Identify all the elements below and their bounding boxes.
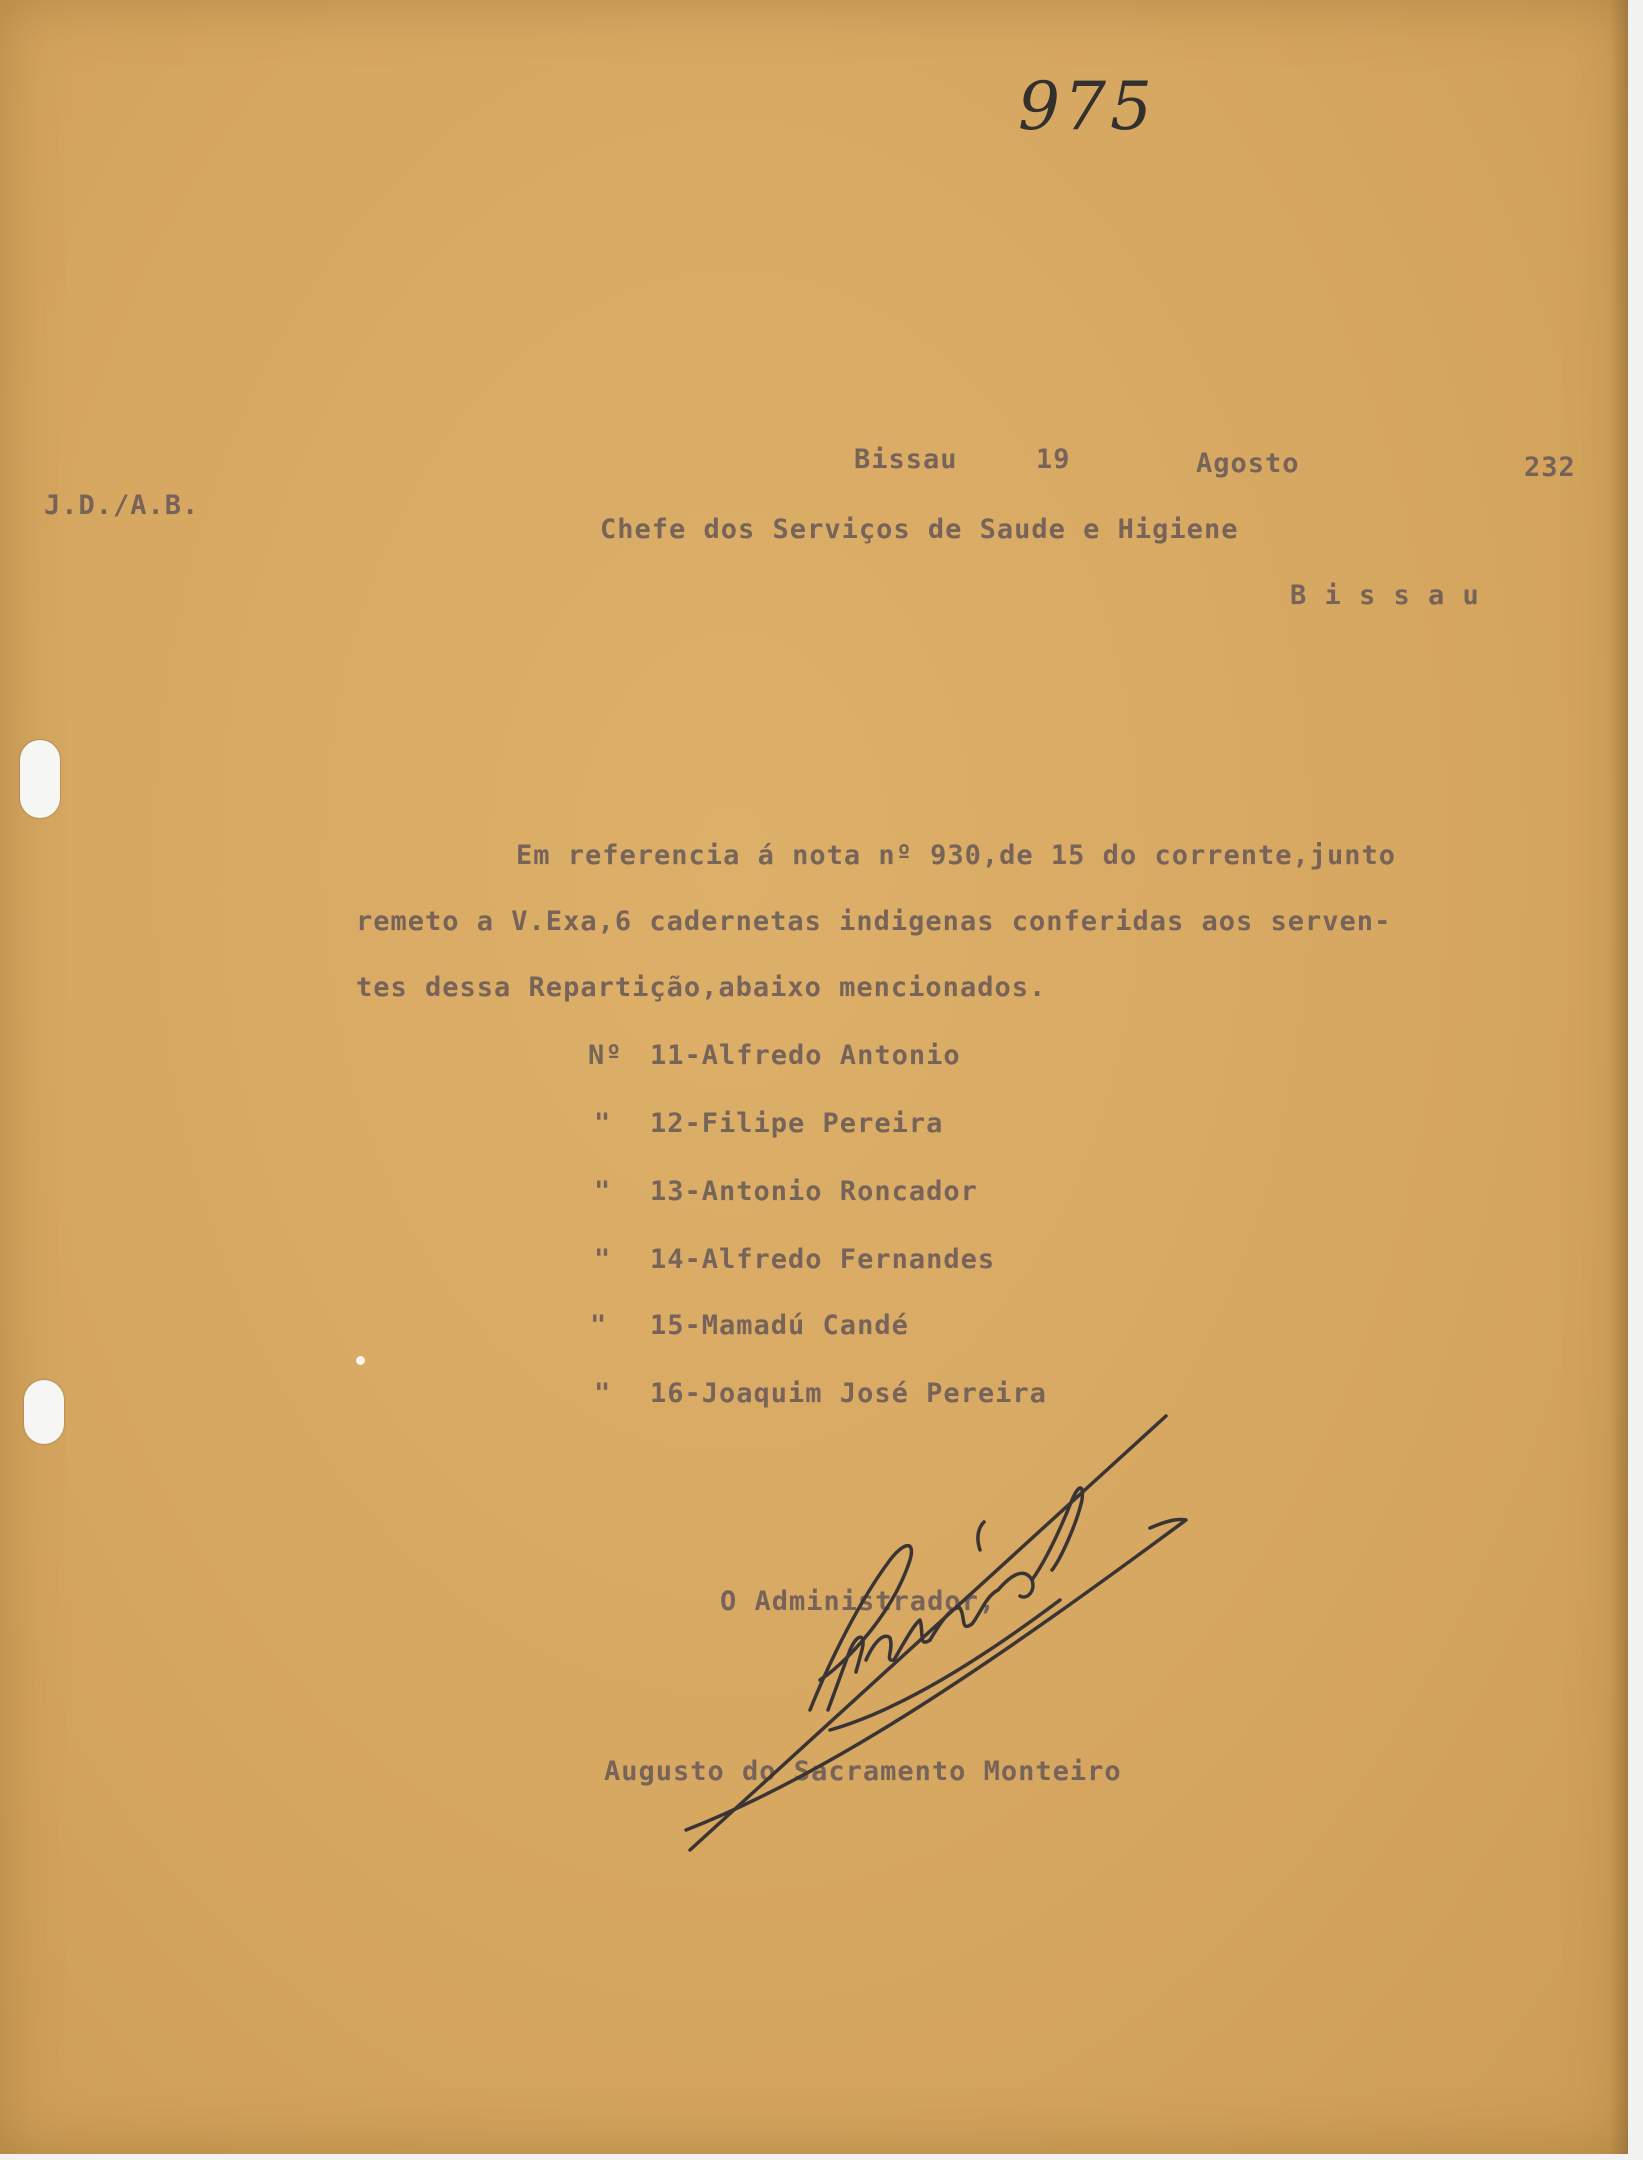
signatory-name: Augusto do Sacramento Monteiro bbox=[604, 1756, 1122, 1787]
list-item: 13-Antonio Roncador bbox=[650, 1176, 978, 1207]
punch-hole bbox=[20, 740, 60, 818]
list-item: 16-Joaquim José Pereira bbox=[650, 1378, 1047, 1409]
signatory-title: O Administrador, bbox=[720, 1586, 997, 1617]
body-line-2: remeto a V.Exa,6 cadernetas indigenas conferidas aos serven- bbox=[356, 906, 1392, 937]
body-line-1: Em referencia á nota nº 930,de 15 do corrente,junto bbox=[516, 840, 1397, 871]
list-prefix: " bbox=[594, 1176, 612, 1207]
list-item: 15-Mamadú Candé bbox=[650, 1310, 909, 1341]
addressee: Chefe dos Serviços de Saude e Higiene bbox=[600, 514, 1239, 545]
handwritten-signature bbox=[680, 1410, 1200, 1870]
punch-hole bbox=[24, 1380, 64, 1444]
list-prefix: " bbox=[594, 1378, 612, 1409]
sender-initials: J.D./A.B. bbox=[44, 490, 200, 521]
paper-speck bbox=[356, 1356, 365, 1365]
list-item: 12-Filipe Pereira bbox=[650, 1108, 944, 1139]
letter-place: Bissau bbox=[854, 444, 958, 475]
addressee-city: B i s s a u bbox=[1290, 580, 1480, 611]
list-prefix: " bbox=[590, 1310, 608, 1341]
list-prefix: Nº bbox=[588, 1040, 623, 1071]
body-line-3: tes dessa Repartição,abaixo mencionados. bbox=[356, 972, 1047, 1003]
list-prefix: " bbox=[594, 1244, 612, 1275]
list-prefix: " bbox=[594, 1108, 612, 1139]
letter-day: 19 bbox=[1036, 444, 1071, 475]
letter-month: Agosto bbox=[1196, 448, 1300, 479]
list-item: 11-Alfredo Antonio bbox=[650, 1040, 961, 1071]
list-item: 14-Alfredo Fernandes bbox=[650, 1244, 996, 1275]
archive-number: 975 bbox=[1018, 68, 1156, 145]
reference-number: 232 bbox=[1524, 452, 1576, 483]
